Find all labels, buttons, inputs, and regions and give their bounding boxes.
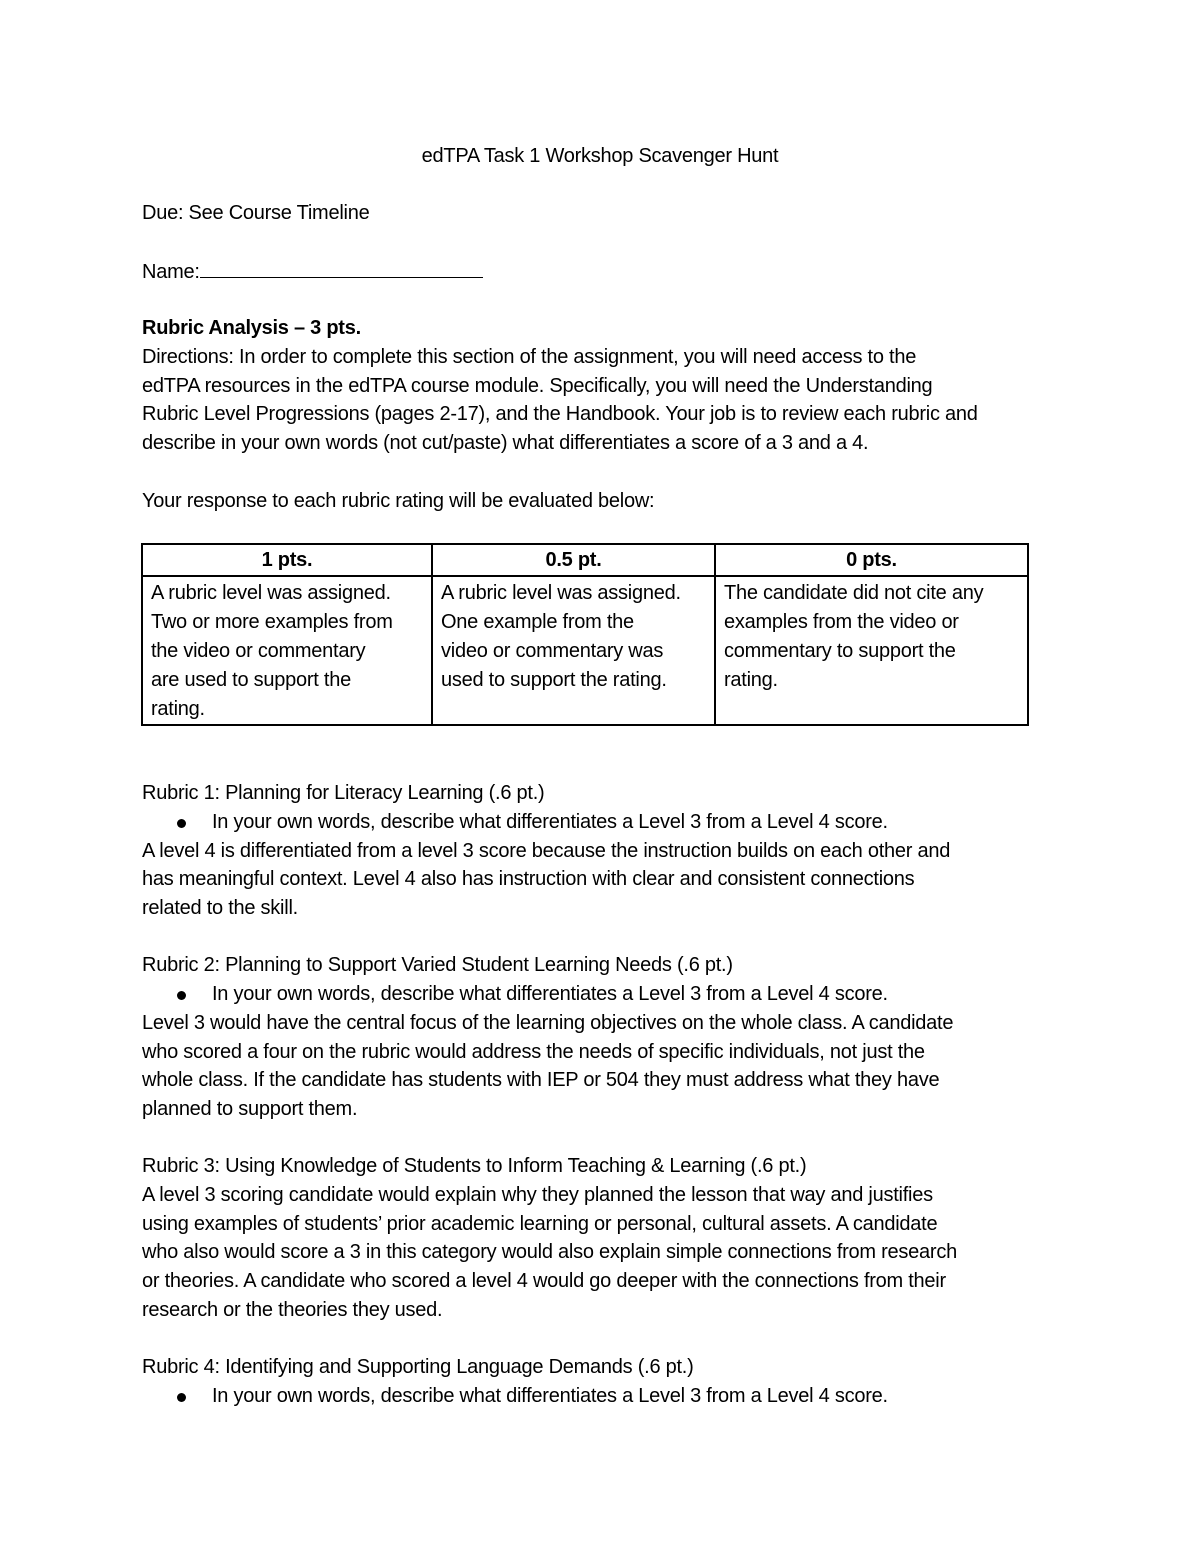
directions-line-3: Rubric Level Progressions (pages 2-17), and the Handbook. Your job is to review each rubric and [142,403,978,425]
rubric-3-answer-line-4: or theories. A candidate who scored a level 4 would go deeper with the connections from their [142,1270,946,1292]
directions-line-2: edTPA resources in the edTPA course module. Specifically, you will need the Understanding [142,375,933,397]
rubric-1-answer-line-2: has meaningful context. Level 4 also has instruction with clear and consistent connections [142,868,915,890]
name-line [142,257,483,287]
criteria-half-pt [432,576,715,725]
rubric-2-answer-line-2: who scored a four on the rubric would address the needs of specific individuals, not just the [142,1041,925,1063]
criteria-1-pts [142,576,432,725]
rubric-2-answer-line-1: Level 3 would have the central focus of the learning objectives on the whole class. A candidate [142,1012,954,1034]
rubric-2-title: Rubric 2: Planning to Support Varied Student Learning Needs (.6 pt.) [142,954,733,976]
rubric-3-answer-line-5: research or the theories they used. [142,1299,443,1321]
bullet-icon [177,819,186,828]
rubric-2-answer-line-3: whole class. If the candidate has students with IEP or 504 they must address what they have [142,1069,940,1091]
rubric-4-prompt [142,1382,1042,1411]
rubric-3-answer-line-3: who also would score a 3 in this category would also explain simple connections from research [142,1241,957,1263]
criteria-3-line: The candidate did not cite any [724,582,984,604]
criteria-2-line: One example from the [441,611,634,633]
rubric-1-answer-line-1: A level 4 is differentiated from a level 3 score because the instruction builds on each other and [142,840,951,862]
criteria-0-pts [715,576,1028,725]
rubric-4-title: Rubric 4: Identifying and Supporting Language Demands (.6 pt.) [142,1356,694,1378]
rubric-1-answer-line-3: related to the skill. [142,897,298,919]
eval-intro: Your response to each rubric rating will be evaluated below: [142,490,655,512]
criteria-1-line: A rubric level was assigned. [151,582,391,604]
criteria-2-line: used to support the rating. [441,669,667,691]
grading-criteria-row [142,576,1028,725]
rubric-3-answer-line-1: A level 3 scoring candidate would explain why they planned the lesson that way and justifies [142,1184,933,1206]
header-1-pts: 1 pts. [142,544,432,576]
rubric-2-answer-line-4: planned to support them. [142,1098,358,1120]
grading-header-row [142,544,1028,576]
grading-table [141,543,1029,726]
document-title: edTPA Task 1 Workshop Scavenger Hunt [421,145,779,167]
name-blank [200,257,483,278]
directions-line-4: describe in your own words (not cut/paste) what differentiates a score of a 3 and a 4. [142,432,869,454]
rubric-1-prompt-text: In your own words, describe what differentiates a Level 3 from a Level 4 score. [212,811,888,833]
header-0-pts: 0 pts. [715,544,1028,576]
criteria-2-line: A rubric level was assigned. [441,582,681,604]
criteria-1-line: rating. [151,698,205,720]
rubric-4-prompt-text: In your own words, describe what differentiates a Level 3 from a Level 4 score. [212,1385,888,1407]
name-label: Name: [142,261,200,283]
criteria-2-line: video or commentary was [441,640,664,662]
rubric-1-title: Rubric 1: Planning for Literacy Learning (.6 pt.) [142,782,545,804]
section-heading: Rubric Analysis – 3 pts. [142,317,361,339]
criteria-1-line: the video or commentary [151,640,366,662]
criteria-3-line: commentary to support the [724,640,956,662]
rubric-2-prompt-text: In your own words, describe what differentiates a Level 3 from a Level 4 score. [212,983,888,1005]
rubric-3-title: Rubric 3: Using Knowledge of Students to Inform Teaching & Learning (.6 pt.) [142,1155,807,1177]
criteria-3-line: examples from the video or [724,611,959,633]
rubric-2-prompt [142,980,1042,1009]
criteria-3-line: rating. [724,669,778,691]
header-half-pt: 0.5 pt. [432,544,715,576]
due-line: Due: See Course Timeline [142,202,370,224]
criteria-1-line: are used to support the [151,669,351,691]
rubric-3-answer-line-2: using examples of students’ prior academic learning or personal, cultural assets. A candidate [142,1213,938,1235]
bullet-icon [177,1393,186,1402]
directions-line-1: Directions: In order to complete this section of the assignment, you will need access to the [142,346,917,368]
bullet-icon [177,991,186,1000]
rubric-1-prompt [142,808,1042,837]
criteria-1-line: Two or more examples from [151,611,393,633]
